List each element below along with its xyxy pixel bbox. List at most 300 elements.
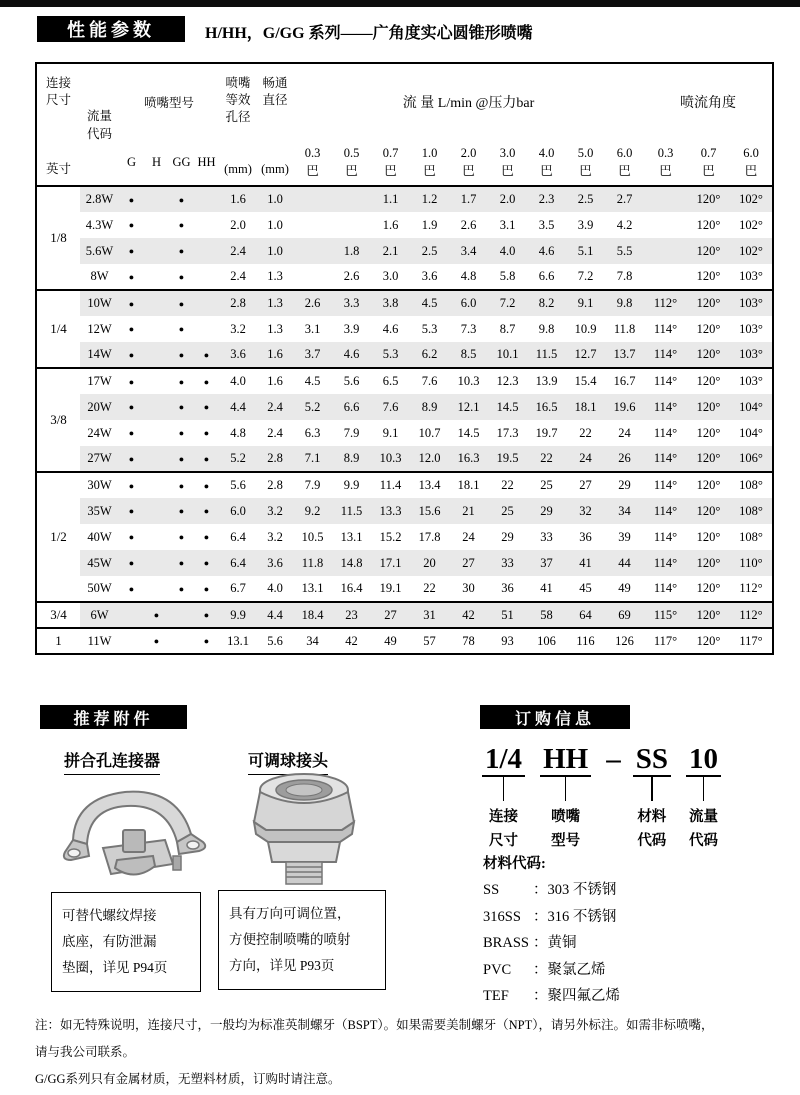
model-dot-cell: ● [119,290,144,316]
table-row [36,420,773,446]
flow-value-cell: 5.5 [605,238,644,264]
header-spray-angle: 喷流角度 [680,95,737,111]
header-model-gg: GG [172,154,191,169]
angle-value-cell: 120° [687,498,730,524]
model-dot-cell [169,602,194,628]
model-dot-cell [144,316,169,342]
flow-value-cell [293,186,332,212]
flow-value-cell: 3.9 [577,217,594,232]
flow-code-cell: 11W [87,633,112,648]
flow-value-cell: 13.4 [418,478,441,492]
angle-value-cell: 120° [687,550,730,576]
flow-value-cell: 9.8 [605,290,644,316]
size-group-1 [36,628,773,654]
material-colon: ： [533,882,548,898]
flow-value-cell: 13.3 [371,498,410,524]
angle-value-cell: 114° [644,446,687,472]
flow-value-cell: 9.1 [566,290,605,316]
header-angle-pressure: 6.0 巴 [743,146,759,178]
angle-value-cell: 120° [687,342,730,368]
connection-size-cell: 1 [36,628,80,654]
passage-cell: 1.6 [257,342,293,368]
material-code-line [483,904,620,931]
model-dot-cell: ● [178,376,185,387]
flow-value-cell: 4.6 [332,342,371,368]
header-free-passage: 畅通 直径 (mm) [261,75,289,176]
model-dot-cell [194,290,219,316]
flow-value-cell: 17.3 [496,425,519,440]
angle-value-cell: 114° [653,529,678,544]
ordering-code-value: SS [633,744,671,777]
flow-value-cell: 15.2 [379,529,402,544]
model-dot-cell: ● [194,602,219,628]
ordering-code-separator: – [606,743,621,775]
flow-value-cell: 22 [579,425,592,440]
passage-cell: 4.0 [267,581,283,595]
flow-value-cell: 4.5 [410,290,449,316]
flow-value-cell: 9.2 [293,498,332,524]
flow-value-cell: 3.1 [499,217,516,232]
model-dot-cell [194,316,219,342]
flow-value-cell [293,238,332,264]
flow-value-cell: 23 [332,602,371,628]
passage-cell: 1.3 [257,290,293,316]
flow-value-cell: 7.9 [343,425,360,440]
angle-value-cell: 120° [687,290,730,316]
angle-value-cell: 110° [730,550,773,576]
model-dot-cell: ● [119,394,144,420]
model-dot-cell: ● [194,498,219,524]
material-code-line [483,957,620,984]
material-colon: ： [533,908,548,925]
flow-value-cell: 29 [527,498,566,524]
orifice-cell: 6.7 [230,581,246,595]
angle-value-cell: 114° [653,581,678,595]
angle-value-cell: 106° [730,446,773,472]
model-dot-cell [169,628,194,654]
flow-code-cell: 30W [87,478,112,492]
material-code: PVC [483,961,512,978]
flow-value-cell: 49 [618,581,631,595]
flow-value-cell: 37 [527,550,566,576]
flow-value-cell: 7.3 [460,321,477,336]
angle-value-cell: 114° [653,478,678,492]
header-pressure: 0.7 巴 [382,146,399,178]
flow-code-cell: 10W [80,290,119,316]
flow-value-cell: 8.7 [499,321,516,336]
flow-value-cell: 2.6 [343,269,360,283]
header-flow-code: 流量 代码 [86,108,112,141]
model-dot-cell: ● [178,532,185,542]
note-line: 注：如无特殊说明，连接尺寸，一般均为标准英制螺牙（BSPT）。如果需要美制螺牙（NPT），请另外标注。如需非标喷嘴， [35,1018,714,1032]
angle-value-cell [644,264,687,290]
flow-value-cell: 6.2 [410,342,449,368]
flow-value-cell: 22 [501,478,514,492]
table-header [36,63,773,186]
ordering-tick-line [651,777,653,801]
angle-value-cell: 102° [730,238,773,264]
model-dot-cell: ● [119,238,144,264]
passage-cell: 1.3 [267,269,283,283]
passage-cell: 1.0 [257,238,293,264]
header-nozzle-model: 喷嘴型号 [144,95,195,110]
model-dot-cell: ● [128,583,135,594]
flow-value-cell: 13.9 [535,374,558,388]
flow-value-cell: 14.5 [457,425,480,440]
flow-value-cell: 2.0 [488,186,527,212]
size-group-3-4 [36,602,773,628]
table-row [36,316,773,342]
flow-value-cell: 4.6 [382,321,399,336]
flow-value-cell: 10.3 [457,374,480,388]
model-dot-cell: ● [169,550,194,576]
header-model-g: G [126,154,137,169]
flow-value-cell: 3.3 [332,290,371,316]
flow-value-cell: 29 [618,478,631,492]
ordering-code-part [540,744,591,853]
table-row [36,368,773,394]
flow-value-cell: 2.1 [371,238,410,264]
flow-value-cell: 27 [371,602,410,628]
ordering-tick-line [703,777,705,801]
model-dot-cell: ● [119,446,144,472]
angle-value-cell: 102° [730,186,773,212]
flow-value-cell: 10.7 [418,425,441,440]
flow-value-cell: 42 [449,602,488,628]
ordering-part-label: 喷嘴 型号 [551,809,581,849]
flow-value-cell: 3.5 [538,217,555,232]
flow-value-cell: 64 [566,602,605,628]
model-dot-cell: ● [178,428,185,438]
angle-value-cell: 103° [739,269,763,283]
orifice-cell: 2.4 [230,269,246,283]
flow-value-cell: 2.3 [527,186,566,212]
flow-value-cell: 11.8 [293,550,332,576]
angle-value-cell: 114° [644,342,687,368]
flow-value-cell: 116 [576,633,595,648]
angle-value-cell [644,186,687,212]
orifice-cell: 5.2 [219,446,257,472]
model-dot-cell: ● [203,583,210,594]
table-row [36,524,773,550]
orifice-cell: 2.4 [219,238,257,264]
flow-value-cell: 10.1 [488,342,527,368]
ordering-code-value: 1/4 [482,744,525,777]
flow-value-cell: 7.2 [488,290,527,316]
flow-code-cell: 50W [87,581,112,595]
header-angle-pressure: 0.7 巴 [700,146,717,178]
angle-value-cell: 103° [730,342,773,368]
ordering-part-label: 流量 代码 [688,809,718,849]
connection-size-cell: 3/8 [36,368,80,472]
angle-value-cell: 104° [739,425,763,440]
passage-cell: 1.3 [267,321,283,336]
flow-value-cell: 4.5 [304,374,321,388]
flow-value-cell: 21 [449,498,488,524]
header-pressure: 3.0 巴 [499,146,516,178]
model-dot-cell: ● [169,342,194,368]
passage-cell: 2.8 [267,478,283,492]
performance-params-badge: 性能参数 [37,16,185,42]
flow-value-cell: 25 [540,478,553,492]
page-top-border [0,0,800,7]
header-pressure: 2.0 巴 [460,146,477,178]
material-code: BRASS [483,935,529,951]
flow-value-cell: 33 [488,550,527,576]
flow-value-cell: 8.2 [527,290,566,316]
orifice-cell: 9.9 [219,602,257,628]
flow-value-cell: 7.6 [371,394,410,420]
size-group-3-8 [36,368,773,472]
header-model-h: H [151,154,162,169]
angle-value-cell: 102° [739,217,763,232]
material-colon: ： [533,961,548,978]
flow-value-cell: 51 [488,602,527,628]
flow-value-cell: 18.4 [293,602,332,628]
model-dot-cell: ● [203,376,210,387]
connection-size-cell: 1/4 [36,290,80,368]
material-name: 303 不锈钢 [547,882,617,898]
flow-value-cell: 24 [618,425,631,440]
flow-value-cell: 6.0 [449,290,488,316]
header-pressure: 0.5 巴 [343,146,360,178]
flow-value-cell: 42 [345,633,358,648]
ordering-code-part [482,744,525,853]
flow-value-cell: 7.8 [616,269,633,283]
flow-value-cell: 10.5 [301,529,324,544]
passage-cell: 2.8 [257,446,293,472]
angle-value-cell: 120° [687,394,730,420]
angle-value-cell: 117° [653,633,678,648]
angle-value-cell: 115° [644,602,687,628]
model-dot-cell: ● [178,271,185,282]
flow-value-cell: 1.7 [449,186,488,212]
flow-value-cell: 3.6 [421,269,438,283]
flow-value-cell [332,186,371,212]
ordering-tick-line [565,777,567,801]
flow-value-cell: 7.2 [577,269,594,283]
flow-code-cell: 24W [87,425,112,440]
flow-code-cell: 45W [80,550,119,576]
angle-value-cell: 114° [653,425,678,440]
model-dot-cell [144,238,169,264]
flow-code-cell: 2.8W [80,186,119,212]
model-dot-cell [194,238,219,264]
flow-value-cell: 1.9 [421,217,438,232]
passage-cell: 1.0 [267,217,283,232]
model-dot-cell [144,264,169,290]
flow-value-cell: 27 [579,478,592,492]
angle-value-cell: 114° [644,498,687,524]
model-dot-cell: ● [128,220,135,230]
table-row [36,550,773,576]
angle-value-cell: 104° [730,394,773,420]
orifice-cell: 6.4 [219,550,257,576]
passage-cell: 4.4 [257,602,293,628]
note-line: 请与我公司联系。 [35,1045,136,1059]
orifice-cell: 6.4 [230,529,246,544]
flow-value-cell: 12.1 [449,394,488,420]
flow-value-cell: 16.5 [527,394,566,420]
flow-value-cell: 5.3 [421,321,438,336]
flow-value-cell: 2.6 [293,290,332,316]
model-dot-cell [119,628,144,654]
angle-value-cell: 120° [696,633,721,648]
header-flow-title: 流 量 L/min @压力bar [402,95,535,111]
flow-value-cell: 41 [566,550,605,576]
model-dot-cell: ● [128,480,135,491]
material-codes-list [483,851,620,1010]
model-dot-cell: ● [178,324,185,334]
flow-code-cell: 14W [80,342,119,368]
model-dot-cell: ● [194,342,219,368]
flow-code-cell: 12W [87,321,112,336]
connection-size-cell: 1/2 [36,472,80,602]
header-equivalent-orifice: 喷嘴 等效 孔径 (mm) [224,75,252,176]
ordering-code-value: 10 [686,744,721,777]
flow-value-cell: 7.6 [421,374,438,388]
flow-value-cell: 20 [410,550,449,576]
pipe-clamp-image [55,778,210,886]
flow-value-cell: 17.1 [371,550,410,576]
ordering-part-label: 材料 代码 [637,809,667,849]
angle-value-cell: 120° [696,581,721,595]
flow-code-cell: 4.3W [85,217,114,232]
performance-table [35,62,774,655]
flow-value-cell: 34 [306,633,319,648]
flow-value-cell: 17.8 [418,529,441,544]
flow-code-cell: 20W [80,394,119,420]
angle-value-cell: 117° [739,633,763,648]
model-dot-cell [119,602,144,628]
angle-value-cell: 114° [644,550,687,576]
ordering-tick-line [503,777,505,801]
flow-value-cell: 9.1 [382,425,399,440]
flow-value-cell: 7.9 [304,478,321,492]
material-name: 黄铜 [547,935,577,951]
orifice-cell: 6.0 [219,498,257,524]
flow-value-cell: 12.3 [496,374,519,388]
flow-value-cell: 1.1 [371,186,410,212]
flow-value-cell: 126 [615,633,634,648]
ordering-info-badge: 订购信息 [480,705,630,729]
flow-value-cell: 3.4 [449,238,488,264]
model-dot-cell [144,186,169,212]
angle-value-cell: 114° [653,321,678,336]
flow-value-cell: 24 [462,529,475,544]
ordering-code-part [686,744,721,853]
model-dot-cell: ● [194,394,219,420]
flow-code-cell: 27W [80,446,119,472]
angle-value-cell: 108° [730,498,773,524]
ordering-code [482,744,736,853]
model-dot-cell: ● [178,583,185,594]
model-dot-cell: ● [169,394,194,420]
flow-value-cell: 8.9 [410,394,449,420]
table-row [36,472,773,498]
flow-value-cell: 6.6 [538,269,555,283]
model-dot-cell: ● [203,480,210,491]
angle-value-cell [644,238,687,264]
angle-value-cell: 112° [739,581,763,595]
flow-value-cell: 12.7 [566,342,605,368]
model-dot-cell: ● [169,238,194,264]
ball-joint-image [248,770,360,888]
material-name: 聚四氟乙烯 [547,988,620,1004]
model-dot-cell: ● [194,550,219,576]
table-row [36,498,773,524]
material-name: 聚氯乙烯 [547,961,606,978]
flow-value-cell: 45 [579,581,592,595]
angle-value-cell: 120° [687,602,730,628]
model-dot-cell [144,290,169,316]
model-dot-cell [144,472,169,498]
angle-value-cell: 120° [687,238,730,264]
header-pressure: 6.0 巴 [616,146,633,178]
angle-value-cell: 114° [653,374,678,388]
passage-cell: 1.0 [257,186,293,212]
accessory-description-box: 可替代螺纹焊接 底座，有防泄漏 垫圈，详见 P94页 [51,892,201,992]
model-dot-cell: ● [169,498,194,524]
flow-value-cell: 4.0 [488,238,527,264]
material-colon: ： [533,988,548,1004]
flow-value-cell: 10.3 [371,446,410,472]
flow-value-cell: 19.7 [535,425,558,440]
flow-value-cell: 36 [579,529,592,544]
flow-value-cell: 8.9 [332,446,371,472]
flow-value-cell: 5.8 [499,269,516,283]
header-pressure: 4.0 巴 [538,146,555,178]
model-dot-cell [144,420,169,446]
model-dot-cell: ● [144,602,169,628]
flow-value-cell: 14.5 [488,394,527,420]
orifice-cell: 4.4 [219,394,257,420]
flow-value-cell: 49 [384,633,397,648]
accessory-description-box: 具有万向可调位置， 方便控制喷嘴的喷射 方向，详见 P93页 [218,890,386,990]
flow-value-cell: 30 [462,581,475,595]
model-dot-cell: ● [153,636,160,646]
material-code-line [483,930,620,957]
flow-value-cell: 11.5 [527,342,566,368]
model-dot-cell: ● [194,446,219,472]
flow-code-cell: 5.6W [80,238,119,264]
angle-value-cell: 120° [696,374,721,388]
model-dot-cell: ● [119,342,144,368]
flow-value-cell: 1.2 [410,186,449,212]
passage-cell: 2.4 [257,394,293,420]
model-dot-cell: ● [128,428,135,438]
model-dot-cell: ● [169,290,194,316]
ordering-part-label: 连接 尺寸 [489,809,519,849]
model-dot-cell: ● [119,498,144,524]
flow-value-cell: 11.4 [379,478,402,492]
passage-cell: 3.6 [257,550,293,576]
model-dot-cell: ● [203,428,210,438]
model-dot-cell [144,498,169,524]
passage-cell: 2.4 [267,425,283,440]
flow-value-cell: 1.8 [332,238,371,264]
table-row [36,602,773,628]
orifice-cell: 13.1 [227,633,249,648]
flow-value-cell: 4.8 [460,269,477,283]
flow-value-cell: 5.2 [293,394,332,420]
flow-value-cell: 4.6 [527,238,566,264]
model-dot-cell: ● [169,186,194,212]
model-dot-cell [144,368,169,394]
flow-value-cell: 13.7 [605,342,644,368]
material-code: SS [483,882,500,898]
angle-value-cell: 103° [730,290,773,316]
